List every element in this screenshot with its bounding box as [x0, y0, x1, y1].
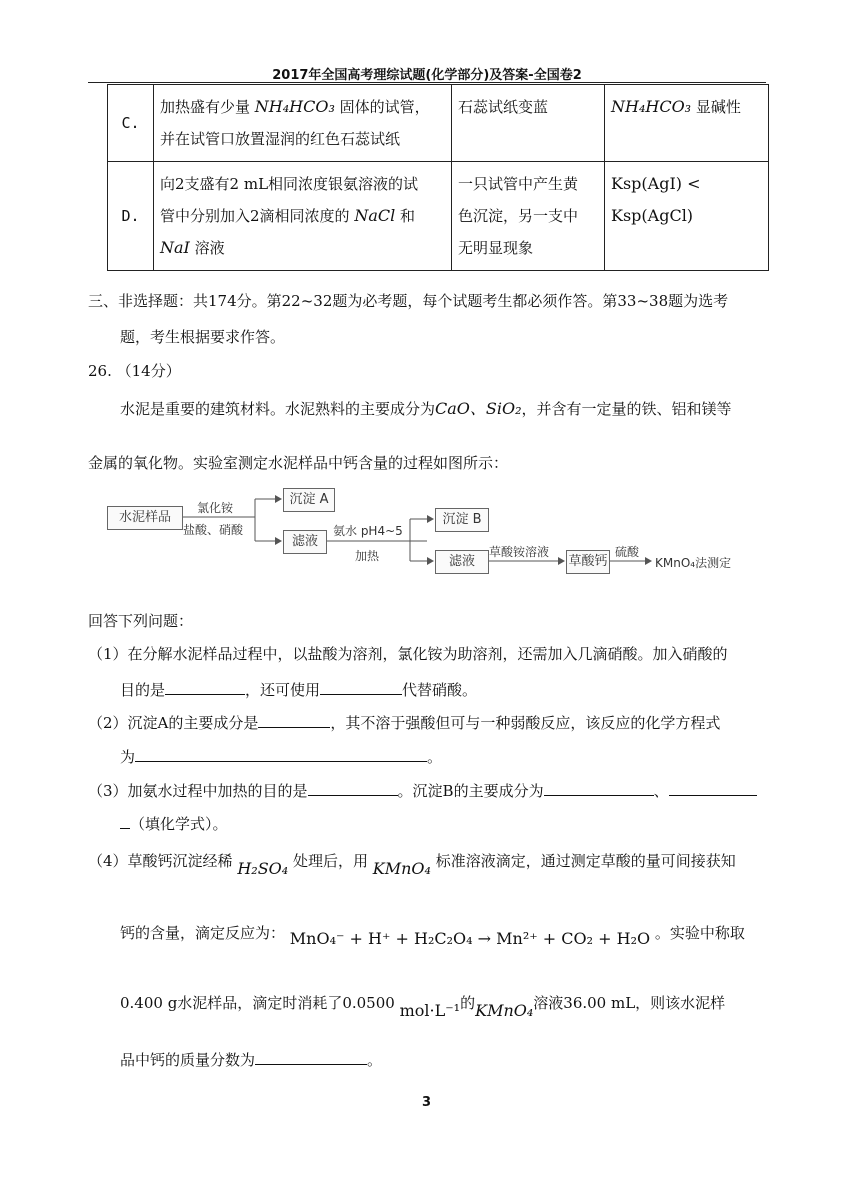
section-heading: 三、非选择题：共174分。第22~32题为必考题，每个试题考生都必须作答。第33~38题为选考 [88, 292, 729, 310]
flow-reagent-heat: 加热 [355, 549, 380, 563]
question-text: 钙的含量，滴定反应为： [120, 924, 286, 942]
operation-cell [154, 85, 452, 162]
formula: H₂SO₄ [237, 859, 289, 878]
part-2-line-1 [88, 711, 720, 734]
prompt: 回答下列问题： [88, 612, 194, 630]
flow-kmno4-titration: KMnO₄法测定 [655, 556, 732, 570]
answer-blank[interactable] [669, 779, 757, 796]
operation-text: 管中分别加入2滴相同浓度的 [160, 207, 350, 225]
observation-text: 一只试管中产生黄 [458, 175, 579, 193]
question-text: 0.400 g水泥样品，滴定时消耗了0.0500 [120, 994, 395, 1012]
question-text: ，其不溶于强酸但可与一种弱酸反应，该反应的化学方程式 [330, 714, 721, 732]
answer-blank[interactable] [255, 1048, 367, 1065]
answer-blank[interactable] [308, 779, 398, 796]
part-2-line-2 [120, 745, 442, 768]
question-text: （3）加氨水过程中加热的目的是 [88, 782, 308, 800]
flow-reagent-ammonium-chloride: 氯化铵 [197, 501, 234, 515]
question-text: 。 [367, 1051, 383, 1069]
flow-precipitate-b: 沉淀 B [435, 508, 489, 532]
conclusion-cell [605, 85, 769, 162]
experiment-table [107, 84, 769, 271]
answer-blank[interactable] [165, 678, 245, 695]
formula: NaI [160, 238, 190, 257]
answer-blank[interactable] [544, 779, 654, 796]
answer-blank[interactable] [320, 678, 402, 695]
table-row [108, 85, 769, 162]
part-1-line-1: （1）在分解水泥样品过程中，以盐酸为溶剂，氯化铵为助溶剂，还需加入几滴硝酸。加入硝酸的 [88, 645, 728, 663]
operation-text: 溶液 [194, 239, 225, 257]
answer-blank[interactable] [120, 812, 130, 829]
formula: NaCl [354, 206, 396, 225]
intro-text: ，并含有一定量的铁、铝和镁等 [521, 400, 732, 418]
question-text: （填化学式）。 [130, 815, 228, 833]
observation-text: 无明显现象 [458, 239, 534, 257]
flow-reagent-ammonia: 氨水 pH4~5 [333, 524, 403, 538]
question-text: 为 [120, 748, 136, 766]
flow-filtrate-1: 滤液 [283, 530, 327, 554]
question-text: 。沉淀B的主要成分为 [397, 782, 544, 800]
observation-cell [452, 162, 605, 271]
formula: KMnO₄ [475, 1001, 534, 1020]
question-number: 26. （14分） [88, 362, 181, 380]
answer-blank[interactable] [135, 745, 427, 762]
question-text: 。实验中称取 [654, 924, 745, 942]
question-text: 。 [427, 748, 443, 766]
ksp-comparison: Ksp(AgI) < Ksp(AgCl) [611, 174, 701, 225]
formula: NH₄HCO₃ [611, 97, 692, 116]
intro-line [120, 398, 732, 420]
question-text: 标准溶液滴定，通过测定草酸的量可间接获知 [435, 852, 736, 870]
question-text: 、 [653, 782, 669, 800]
formula: KMnO₄ [372, 859, 431, 878]
flow-reagent-acids: 盐酸、硝酸 [183, 523, 244, 537]
page-number: 3 [421, 1095, 432, 1110]
question-text: 品中钙的质量分数为 [120, 1051, 256, 1069]
operation-text: 固体的试管， [339, 98, 430, 116]
table-row [108, 162, 769, 271]
process-flow-diagram [105, 489, 755, 584]
unit: mol·L⁻¹ [399, 1001, 461, 1020]
operation-cell [154, 162, 452, 271]
observation-cell: 石蕊试纸变蓝 [452, 85, 605, 162]
flow-precipitate-a: 沉淀 A [283, 488, 335, 512]
formula: NH₄HCO₃ [254, 97, 335, 116]
part-4-line-3 [120, 992, 726, 1020]
operation-text: 和 [400, 207, 416, 225]
question-text: （2）沉淀A的主要成分是 [88, 714, 259, 732]
question-text: 目的是 [120, 681, 166, 699]
operation-text: 向2支盛有2 mL相同浓度银氨溶液的试 [160, 175, 419, 193]
operation-text: 并在试管口放置湿润的红色石蕊试纸 [160, 130, 401, 148]
part-3-line-1 [88, 779, 757, 802]
question-text: 的 [460, 994, 476, 1012]
operation-text: 加热盛有少量 [160, 98, 251, 116]
question-text: （4）草酸钙沉淀经稀 [88, 852, 233, 870]
answer-blank[interactable] [258, 711, 330, 728]
flow-calcium-oxalate: 草酸钙 [566, 550, 610, 574]
intro-text: 水泥是重要的建筑材料。水泥熟料的主要成分为 [120, 400, 436, 418]
intro-line-2: 金属的氧化物。实验室测定水泥样品中钙含量的过程如图所示： [88, 454, 509, 472]
row-label: C. [108, 85, 154, 162]
flow-filtrate-2: 滤液 [435, 550, 489, 574]
flow-reagent-ammonium-oxalate: 草酸铵溶液 [489, 545, 550, 559]
part-3-line-2 [120, 812, 228, 835]
row-label: D. [108, 162, 154, 271]
question-text: ，还可使用 [245, 681, 321, 699]
formula: CaO、SiO₂ [435, 399, 522, 418]
conclusion-text: 显碱性 [695, 98, 741, 116]
part-4-line-4 [120, 1048, 382, 1071]
part-4-line-1 [88, 850, 736, 878]
flow-reagent-sulfuric-acid: 硫酸 [615, 545, 640, 559]
titration-equation: MnO₄⁻ + H⁺ + H₂C₂O₄ → Mn²⁺ + CO₂ + H₂O [289, 929, 651, 948]
question-text: 代替硝酸。 [402, 681, 478, 699]
question-text: 溶液36.00 mL，则该水泥样 [533, 994, 726, 1012]
part-1-line-2 [120, 678, 477, 701]
header-rule [88, 82, 766, 83]
observation-text: 色沉淀，另一支中 [458, 207, 579, 225]
flow-cement-sample: 水泥样品 [107, 506, 183, 530]
question-text: 处理后，用 [292, 852, 368, 870]
page-header: 2017年全国高考理综试题(化学部分)及答案-全国卷2 [272, 68, 582, 83]
conclusion-cell [605, 162, 769, 271]
section-heading-cont: 题，考生根据要求作答。 [120, 328, 286, 346]
part-4-line-2 [120, 922, 745, 948]
